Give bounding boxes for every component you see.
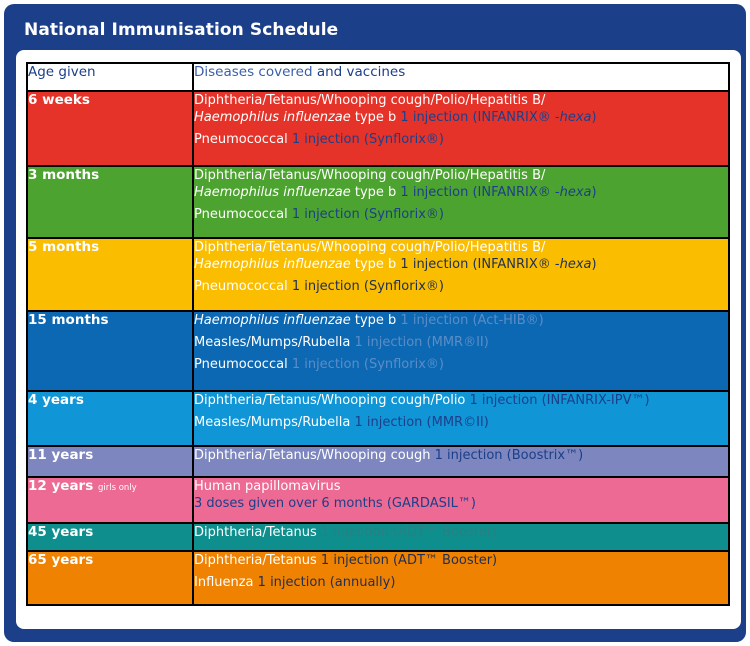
schedule-frame <box>4 4 746 642</box>
schedule-panel <box>16 50 741 629</box>
vaccine-cell: Diphtheria/Tetanus/Whooping cough/Polio 1 injection (INFANRIX-IPV™) Measles/Mumps/Rubella 1 injection (MMR©II) <box>193 391 729 446</box>
age-cell: 15 months <box>27 311 193 391</box>
table-row <box>27 391 729 446</box>
table-row <box>27 311 729 391</box>
vaccine-cell: Diphtheria/Tetanus 1 injection (ADT™ Booster) <box>193 523 729 551</box>
age-cell: 11 years <box>27 446 193 477</box>
vaccine-cell: Diphtheria/Tetanus/Whooping cough/Polio/Hepatitis B/ Haemophilus influenzae type b 1 injection (INFANRIX® -hexa) Pneumococcal 1 injection (Synflorix®) <box>193 238 729 311</box>
table-header <box>27 63 729 91</box>
age-cell: 65 years <box>27 551 193 605</box>
schedule-table <box>26 62 730 606</box>
age-cell: 5 months <box>27 238 193 311</box>
vaccine-cell: Haemophilus influenzae type b 1 injection (Act-HIB®) Measles/Mumps/Rubella 1 injection (MMR®II) Pneumococcal 1 injection (Synflorix®) <box>193 311 729 391</box>
vaccine-cell: Diphtheria/Tetanus/Whooping cough 1 injection (Boostrix™) <box>193 446 729 477</box>
vaccine-cell: Diphtheria/Tetanus/Whooping cough/Polio/Hepatitis B/ Haemophilus influenzae type b 1 injection (INFANRIX® -hexa) Pneumococcal 1 injection (Synflorix®) <box>193 91 729 166</box>
table-row <box>27 166 729 238</box>
age-cell: 3 months <box>27 166 193 238</box>
table-row <box>27 523 729 551</box>
age-cell: 6 weeks <box>27 91 193 166</box>
table-row <box>27 551 729 605</box>
table-row <box>27 477 729 523</box>
age-cell: 45 years <box>27 523 193 551</box>
table-row <box>27 91 729 166</box>
vaccine-cell: Diphtheria/Tetanus 1 injection (ADT™ Booster) Influenza 1 injection (annually) <box>193 551 729 605</box>
page-title: National Immunisation Schedule <box>24 20 339 40</box>
vaccine-cell: Human papillomavirus 3 doses given over 6 months (GARDASIL™) <box>193 477 729 523</box>
vaccine-cell: Diphtheria/Tetanus/Whooping cough/Polio/Hepatitis B/ Haemophilus influenzae type b 1 injection (INFANRIX® -hexa) Pneumococcal 1 injection (Synflorix®) <box>193 166 729 238</box>
header-diseases: Diseases covered and vaccines <box>193 63 729 91</box>
table-row <box>27 446 729 477</box>
header-age-given: Age given <box>27 63 193 91</box>
table-row <box>27 238 729 311</box>
age-cell: 4 years <box>27 391 193 446</box>
age-cell: 12 years girls only <box>27 477 193 523</box>
